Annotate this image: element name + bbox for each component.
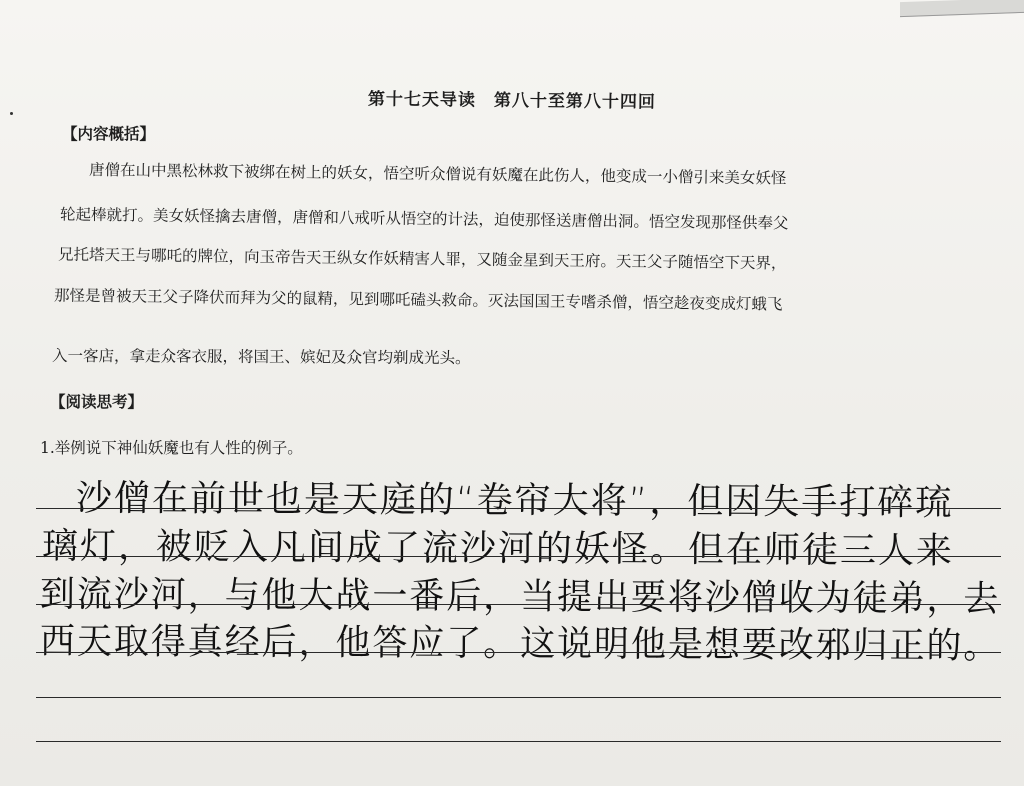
summary-line: 那怪是曾被天王父子降伏而拜为父的鼠精，见到哪吒磕头救命。灭法国国王专嗜杀僧，悟空趁夜变成灯蛾飞 — [53, 286, 783, 314]
handwritten-answer-line: 沙僧在前世也是天庭的“卷帘大将”，但因失手打碎琉 — [75, 478, 954, 524]
summary-line: 入一客店，拿走众客衣服，将国王、嫔妃及众官均剃成光头。 — [51, 346, 471, 368]
margin-dot — [10, 112, 13, 115]
handwritten-answer-line: 到流沙河，与他大战一番后，当提出要将沙僧收为徒弟，去 — [39, 574, 1001, 621]
summary-line: 兄托塔天王与哪吒的牌位，向玉帝告天王纵女作妖精害人罪，又随金星到天王府。天王父子随悟空下天界， — [57, 245, 787, 273]
answer-rule — [36, 508, 1001, 509]
page-title: 第十七天导读 第八十至第八十四回 — [367, 89, 657, 113]
answer-rule — [36, 697, 1001, 698]
summary-line: 唐僧在山中黑松林救下被绑在树上的妖女，悟空听众僧说有妖魔在此伤人，他变成一小僧引来美女妖怪 — [57, 160, 787, 188]
page-corner-edge — [900, 0, 1024, 17]
answer-rule — [36, 652, 1001, 653]
handwritten-answer-line: 西天取得真经后，他答应了。这说明他是想要改邪归正的。 — [39, 621, 1001, 668]
reading-heading: 【阅读思考】 — [50, 392, 144, 411]
summary-line: 轮起棒就打。美女妖怪擒去唐僧，唐僧和八戒听从悟空的计法，迫使那怪送唐僧出洞。悟空发现那怪供奉父 — [59, 205, 789, 233]
handwritten-answer-line: 璃灯，被贬入凡间成了流沙河的妖怪。但在师徒三人来 — [41, 526, 955, 572]
answer-rule — [36, 604, 1001, 605]
summary-heading: 【内容概括】 — [62, 124, 156, 143]
question-text: 1.举例说下神仙妖魔也有人性的例子。 — [40, 439, 303, 457]
answer-rule — [36, 556, 1001, 557]
answer-rule — [36, 741, 1001, 742]
